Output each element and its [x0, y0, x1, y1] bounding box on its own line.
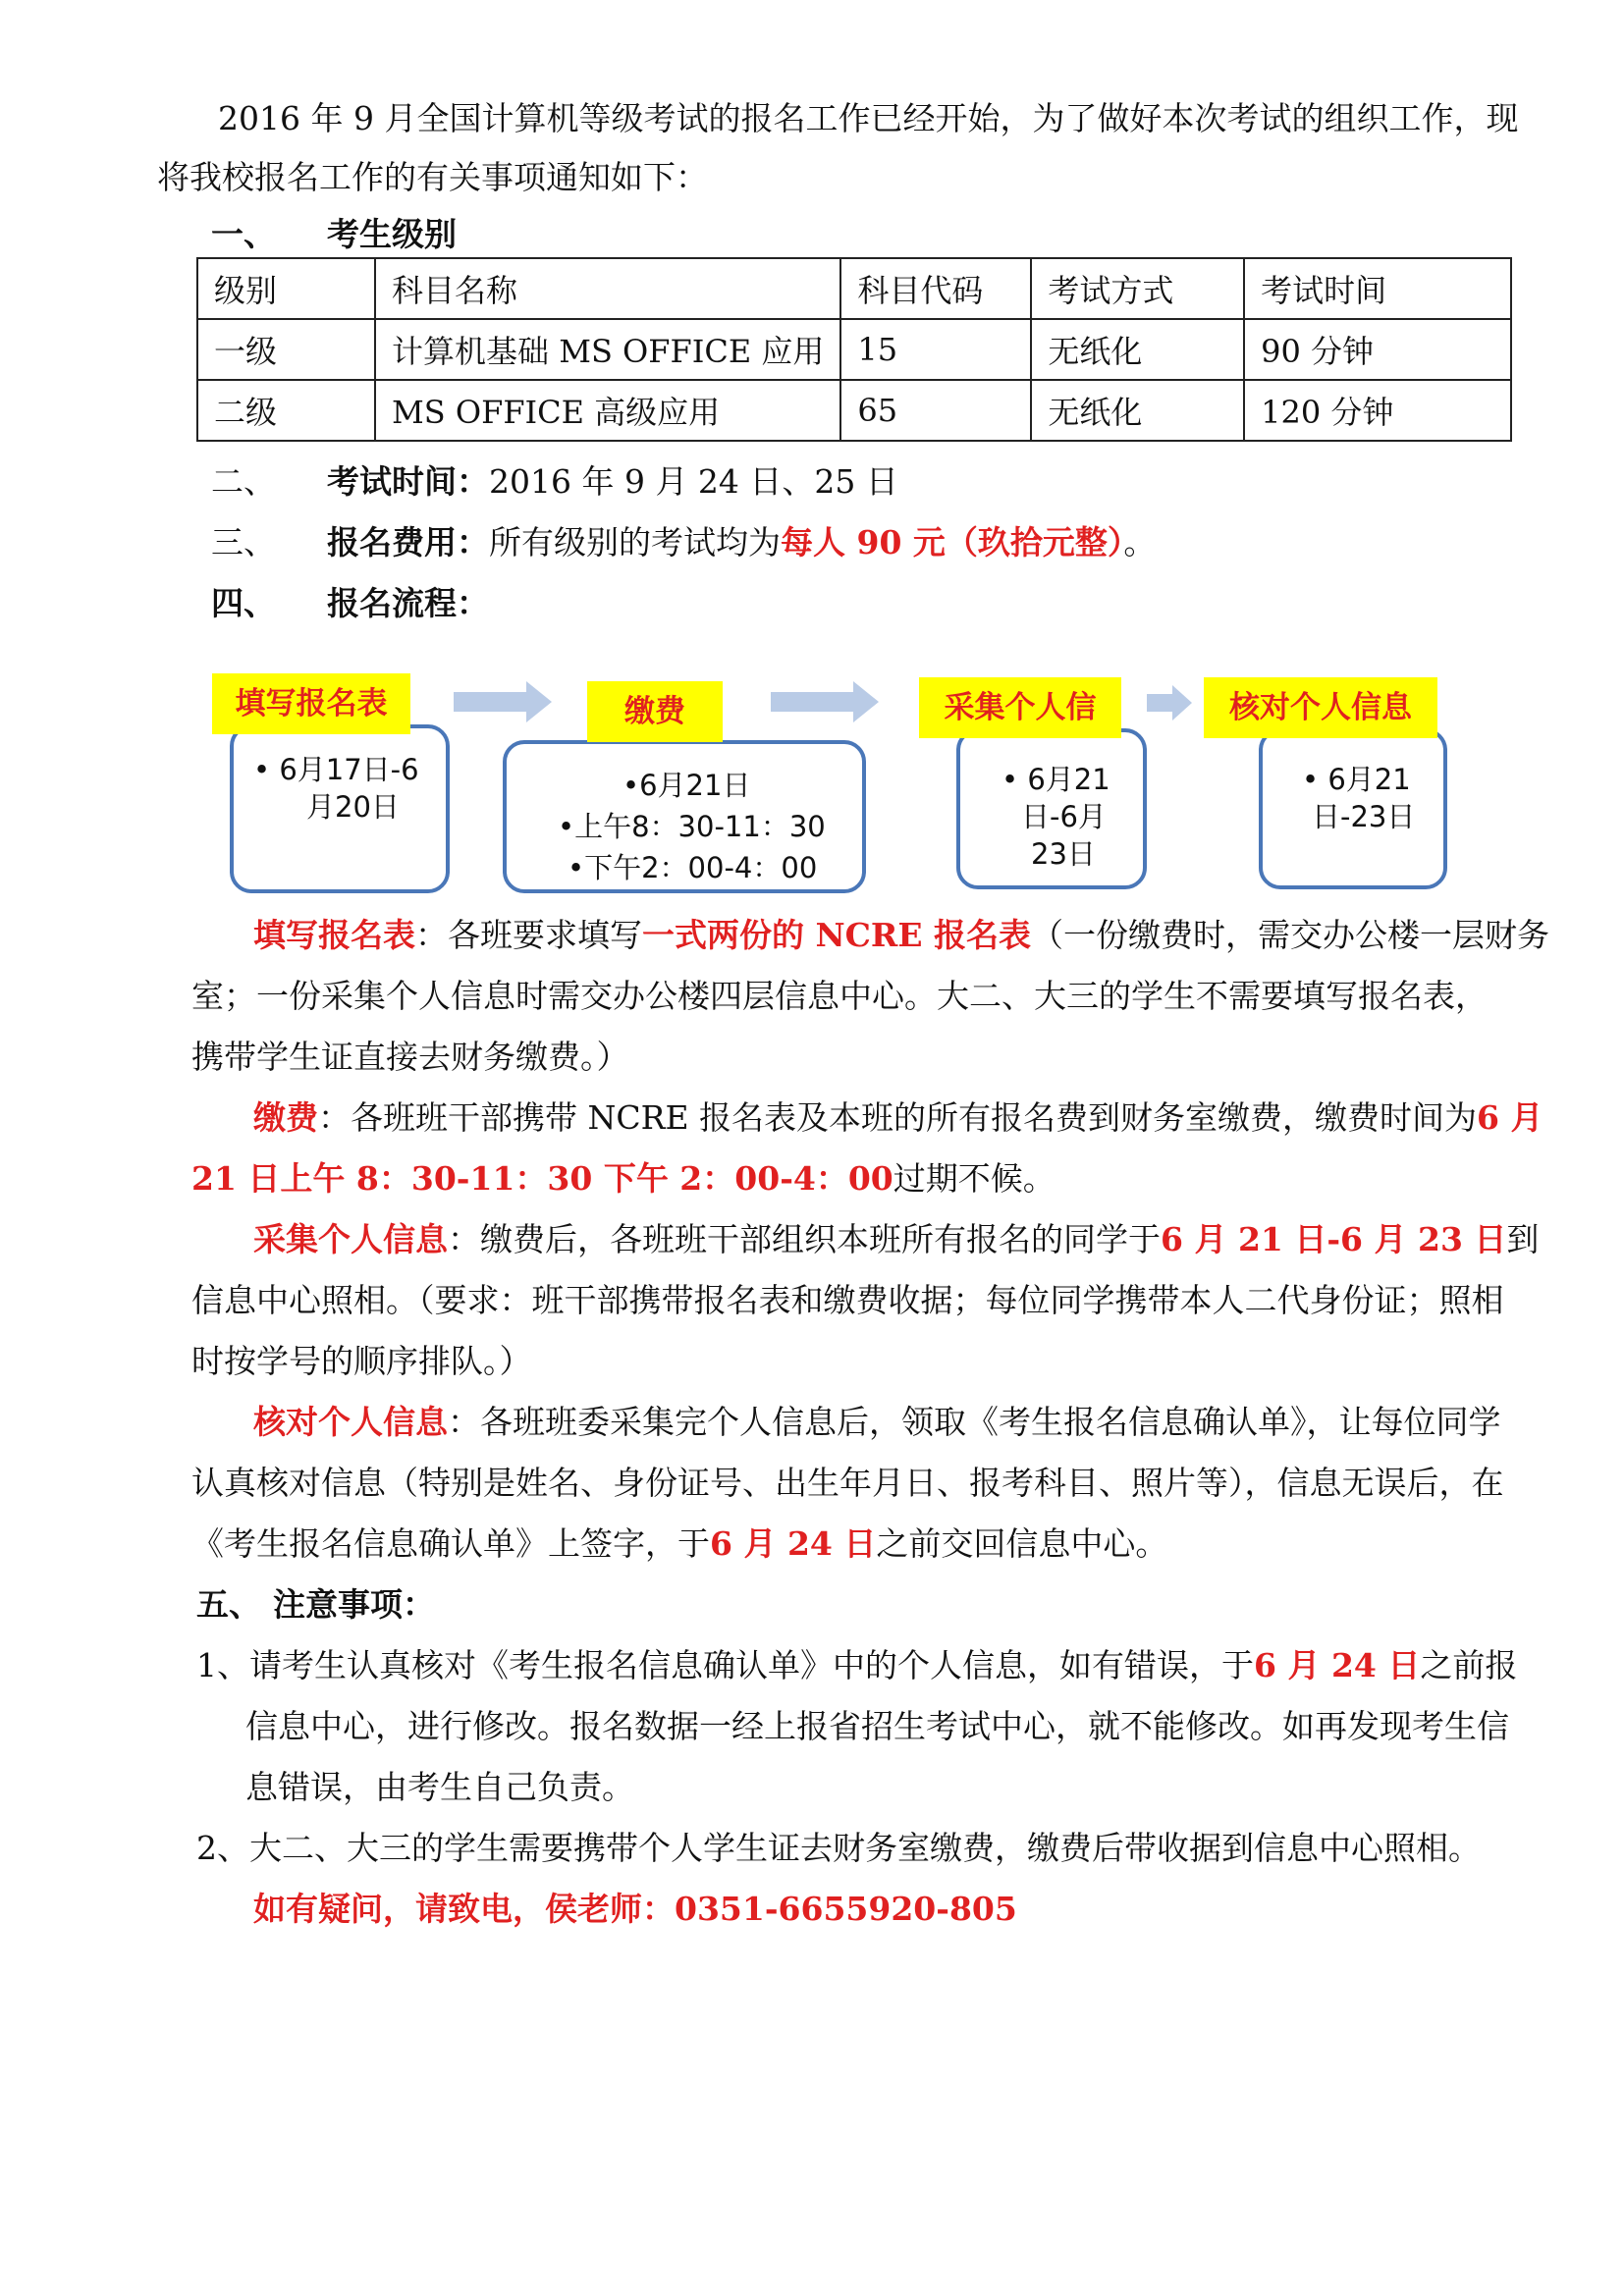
note-1-line-3: 息错误，由考生自己负责。 — [245, 1768, 634, 1806]
section-2 — [211, 452, 898, 512]
table-header-cell: 科目名称 — [375, 258, 840, 319]
para-text: （一份缴费时，需交办公楼一层财务 — [1030, 916, 1549, 954]
section-3-number: 三、 — [211, 523, 276, 561]
para-fee-line-1 — [253, 1088, 1543, 1148]
flow-step-4-line: 日-23日 — [1312, 800, 1416, 833]
flow-step-2-line: •上午8：30-11：30 — [558, 810, 826, 843]
para-verify-heading: 核对个人信息 — [253, 1403, 448, 1441]
para-collect-line-1 — [253, 1209, 1540, 1270]
para-verify-deadline: 6 月 24 日 — [710, 1524, 877, 1563]
para-collect-line-2: 信息中心照相。（要求：班干部携带报名表和缴费收据；每位同学携带本人二代身份证；照相 — [191, 1281, 1504, 1319]
flow-step-3-line: • 6月21 — [1001, 763, 1110, 796]
section-2-title: 考试时间： — [327, 462, 489, 501]
flow-step-3-label: 采集个人信 — [919, 677, 1121, 738]
table-cell: 二级 — [197, 380, 375, 441]
section-1-heading — [211, 204, 457, 265]
flow-step-3-box — [956, 728, 1147, 889]
flow-step-1-label: 填写报名表 — [212, 673, 410, 734]
section-5-number: 五、 — [196, 1585, 261, 1624]
flow-step-3-line: 23日 — [1031, 837, 1096, 871]
para-text: ：缴费后，各班班干部组织本班所有报名的同学于 — [448, 1220, 1161, 1258]
para-collect-line-3: 时按学号的顺序排队。） — [191, 1342, 532, 1380]
para-fee-heading: 缴费 — [253, 1098, 318, 1137]
note-1-deadline: 6 月 24 日 — [1254, 1646, 1421, 1684]
para-text: 之前交回信息中心。 — [876, 1524, 1168, 1563]
flow-step-4-line: • 6月21 — [1302, 763, 1411, 796]
table-cell: 无纸化 — [1031, 319, 1244, 380]
flow-arrow-2 — [771, 681, 879, 722]
para-collect-dates: 6 月 21 日-6 月 23 日 — [1161, 1220, 1507, 1258]
flow-arrow-3 — [1147, 685, 1192, 721]
para-fill-form-line-1 — [253, 905, 1549, 966]
table-row — [197, 380, 1511, 441]
note-text: 之前报 — [1420, 1646, 1518, 1684]
flow-step-4-label: 核对个人信息 — [1204, 677, 1437, 738]
para-verify-line-2: 认真核对信息（特别是姓名、身份证号、出生年月日、报考科目、照片等），信息无误后，在 — [191, 1464, 1504, 1502]
section-4-number: 四、 — [211, 584, 276, 622]
para-text: 到 — [1506, 1220, 1540, 1258]
table-row — [197, 319, 1511, 380]
flow-arrow-1 — [454, 681, 552, 722]
flow-step-1-line: • 6月17日-6 — [253, 753, 419, 786]
table-cell: 计算机基础 MS OFFICE 应用 — [375, 319, 840, 380]
section-4-heading — [211, 573, 489, 634]
section-3-text: 所有级别的考试均为 — [489, 523, 781, 561]
contact-line: 如有疑问，请致电，侯老师：0351-6655920-805 — [253, 1890, 1017, 1928]
table-header-cell: 级别 — [197, 258, 375, 319]
flow-step-3-line: 日-6月 — [1021, 800, 1107, 833]
flow-step-2-label: 缴费 — [587, 681, 723, 742]
fee-highlight: 每人 90 元（玖拾元整） — [781, 523, 1124, 561]
note-1-line-2: 信息中心，进行修改。报名数据一经上报省招生考试中心，就不能修改。如再发现考生信 — [245, 1707, 1509, 1745]
section-3-end: 。 — [1123, 523, 1157, 561]
para-fill-form-line-3: 携带学生证直接去财务缴费。） — [191, 1038, 629, 1076]
note-2: 2、大二、大三的学生需要携带个人学生证去财务室缴费，缴费后带收据到信息中心照相。 — [196, 1829, 1481, 1867]
para-collect-heading: 采集个人信息 — [253, 1220, 448, 1258]
section-3-title: 报名费用： — [327, 523, 489, 561]
flow-step-2-line: •6月21日 — [623, 769, 751, 802]
table-cell: 一级 — [197, 319, 375, 380]
para-text: ：各班班委采集完个人信息后，领取《考生报名信息确认单》，让每位同学 — [448, 1403, 1501, 1441]
para-fee-time: 21 日上午 8：30-11：30 下午 2：00-4：00 — [191, 1159, 893, 1198]
para-fill-form-heading: 填写报名表 — [253, 916, 415, 954]
table-header-cell: 考试方式 — [1031, 258, 1244, 319]
intro-line-2: 将我校报名工作的有关事项通知如下： — [157, 158, 708, 196]
table-cell: MS OFFICE 高级应用 — [375, 380, 840, 441]
para-text: 过期不候。 — [893, 1159, 1056, 1198]
table-cell: 90 分钟 — [1244, 319, 1511, 380]
para-text: ：各班班干部携带 NCRE 报名表及本班的所有报名费到财务室缴费，缴费时间为 — [318, 1098, 1478, 1137]
section-1-title: 考生级别 — [327, 215, 457, 253]
table-cell: 15 — [840, 319, 1031, 380]
section-2-number: 二、 — [211, 462, 276, 501]
table-cell: 120 分钟 — [1244, 380, 1511, 441]
para-fill-form-line-2: 室；一份采集个人信息时需交办公楼四层信息中心。大二、大三的学生不需要填写报名表， — [191, 977, 1488, 1015]
intro-line-1: 2016 年 9 月全国计算机等级考试的报名工作已经开始，为了做好本次考试的组织工作，现 — [218, 99, 1519, 137]
section-2-text: 2016 年 9 月 24 日、25 日 — [489, 462, 898, 501]
para-verify-line-3 — [191, 1514, 1516, 1575]
section-5-heading — [196, 1575, 1516, 1635]
table-header-cell: 考试时间 — [1244, 258, 1511, 319]
section-3 — [211, 512, 1156, 573]
flow-step-2-line: •下午2：00-4：00 — [568, 851, 818, 884]
note-text: 1、请考生认真核对《考生报名信息确认单》中的个人信息，如有错误，于 — [196, 1646, 1254, 1684]
para-fee-highlight: 6 月 — [1477, 1098, 1543, 1137]
table-cell: 无纸化 — [1031, 380, 1244, 441]
table-cell: 65 — [840, 380, 1031, 441]
para-fee-line-2 — [191, 1148, 1516, 1209]
flow-step-2-box — [503, 740, 866, 893]
flow-step-4-box — [1259, 728, 1447, 889]
flow-step-1-line: 月20日 — [306, 790, 400, 824]
para-fill-form-highlight: 一式两份的 NCRE 报名表 — [642, 916, 1031, 954]
table-header-row — [197, 258, 1511, 319]
table-header-cell: 科目代码 — [840, 258, 1031, 319]
section-4-title: 报名流程： — [327, 584, 489, 622]
section-1-number: 一、 — [211, 215, 276, 253]
para-verify-line-1 — [253, 1392, 1516, 1453]
para-text: ：各班要求填写 — [415, 916, 642, 954]
note-1-line-1 — [196, 1635, 1516, 1696]
para-text: 《考生报名信息确认单》上签字，于 — [191, 1524, 710, 1563]
flow-step-1-box — [230, 724, 450, 893]
section-5-title: 注意事项： — [273, 1585, 435, 1624]
exam-level-table — [196, 257, 1512, 442]
